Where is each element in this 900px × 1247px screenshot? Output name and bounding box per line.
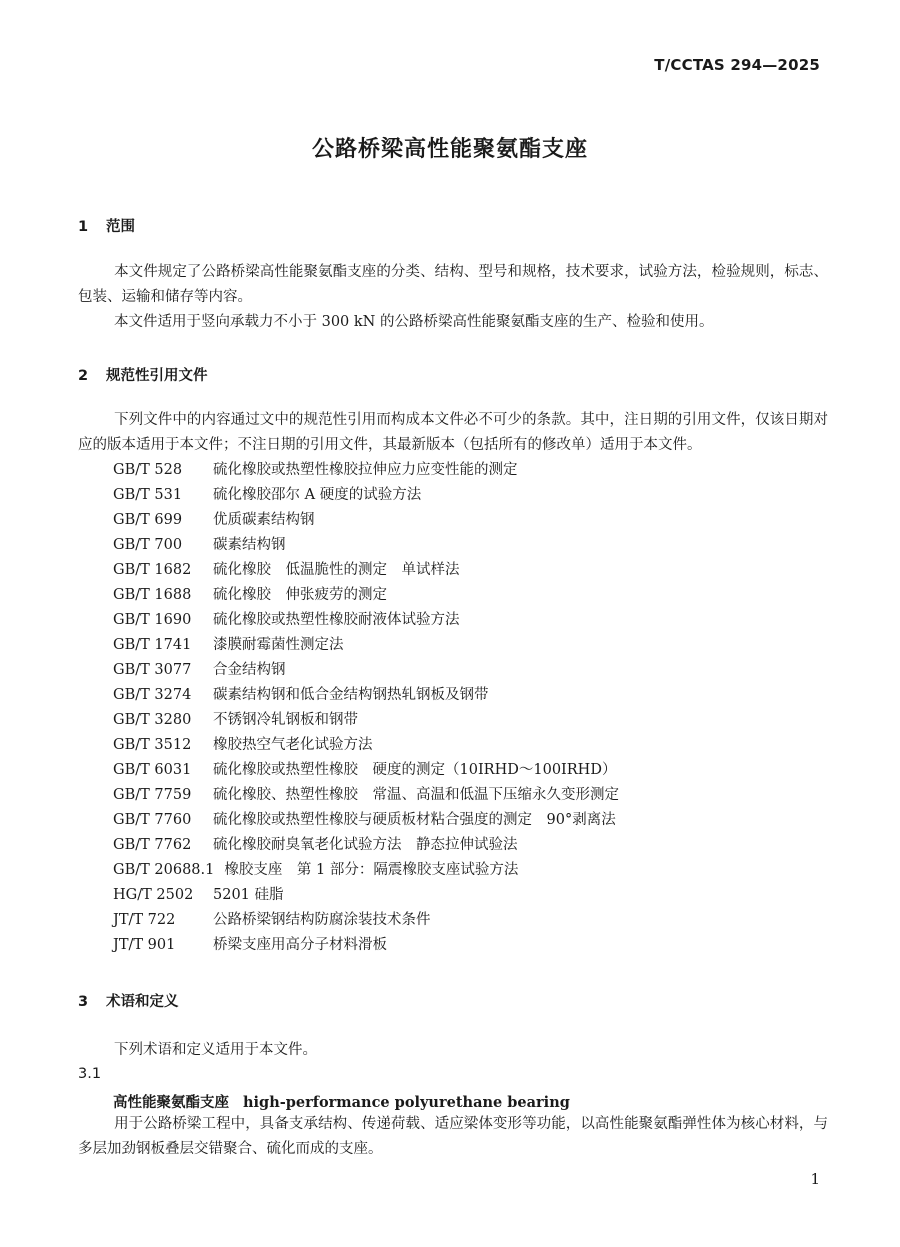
reference-item — [113, 733, 833, 758]
reference-code: GB/T 1682 — [113, 562, 192, 578]
reference-item — [113, 858, 833, 883]
reference-item — [113, 633, 833, 658]
reference-title: 橡胶支座 第 1 部分：隔震橡胶支座试验方法 — [224, 862, 519, 878]
section-number: 3 — [78, 994, 89, 1010]
reference-code: GB/T 700 — [113, 537, 183, 553]
section-title: 规范性引用文件 — [106, 368, 208, 384]
section-3-intro — [78, 1038, 828, 1063]
section-title: 术语和定义 — [106, 994, 179, 1010]
section-title: 范围 — [106, 219, 135, 235]
reference-item — [113, 783, 833, 808]
reference-code: HG/T 2502 — [113, 887, 194, 903]
reference-title: 碳素结构钢 — [213, 537, 286, 553]
reference-item — [113, 658, 833, 683]
term-english: high-performance polyurethane bearing — [243, 1094, 570, 1111]
reference-code: GB/T 531 — [113, 487, 183, 503]
section-2-intro — [78, 408, 828, 458]
reference-title: 硫化橡胶或热塑性橡胶拉伸应力应变性能的测定 — [213, 462, 518, 478]
paragraph-text: 下列术语和定义适用于本文件。 — [114, 1042, 317, 1058]
reference-title: 硫化橡胶、热塑性橡胶 常温、高温和低温下压缩永久变形测定 — [213, 787, 619, 803]
reference-title: 公路桥梁钢结构防腐涂装技术条件 — [213, 912, 431, 928]
reference-item — [113, 808, 833, 833]
paragraph-text: 本文件规定了公路桥梁高性能聚氨酯支座的分类、结构、型号和规格，技术要求，试验方法，检验规则，标志、包装、运输和储存等内容。 — [78, 264, 828, 305]
reference-code: GB/T 528 — [113, 462, 183, 478]
reference-code: GB/T 1690 — [113, 612, 192, 628]
reference-title: 橡胶热空气老化试验方法 — [213, 737, 373, 753]
term-definition — [78, 1112, 828, 1162]
reference-title: 硫化橡胶或热塑性橡胶与硬质板材粘合强度的测定 90°剥离法 — [213, 812, 616, 828]
reference-code: GB/T 7762 — [113, 837, 192, 853]
reference-item — [113, 533, 833, 558]
reference-title: 碳素结构钢和低合金结构钢热轧钢板及钢带 — [213, 687, 489, 703]
reference-code: GB/T 699 — [113, 512, 183, 528]
reference-item — [113, 833, 833, 858]
reference-item — [113, 508, 833, 533]
section-1-paragraph-1 — [78, 260, 828, 310]
section-2-heading — [78, 364, 208, 385]
reference-title: 合金结构钢 — [213, 662, 286, 678]
reference-item — [113, 708, 833, 733]
reference-code: GB/T 6031 — [113, 762, 192, 778]
reference-code: GB/T 7759 — [113, 787, 192, 803]
reference-item — [113, 558, 833, 583]
reference-code: JT/T 722 — [113, 912, 176, 928]
reference-code: GB/T 7760 — [113, 812, 192, 828]
paragraph-text: 下列文件中的内容通过文中的规范性引用而构成本文件必不可少的条款。其中，注日期的引用文件，仅该日期对应的版本适用于本文件；不注日期的引用文件，其最新版本（包括所有的修改单）适用于本文件。 — [78, 412, 828, 453]
paragraph-text: 用于公路桥梁工程中，具备支承结构、传递荷载、适应梁体变形等功能，以高性能聚氨酯弹性体为核心材料，与多层加劲钢板叠层交错聚合、硫化而成的支座。 — [78, 1116, 828, 1157]
document-id: T/CCTAS 294—2025 — [654, 56, 820, 74]
reference-item — [113, 883, 833, 908]
reference-item — [113, 483, 833, 508]
page-number: 1 — [810, 1170, 820, 1188]
reference-item — [113, 758, 833, 783]
reference-title: 硫化橡胶邵尔 A 硬度的试验方法 — [213, 487, 422, 503]
reference-title: 硫化橡胶或热塑性橡胶耐液体试验方法 — [213, 612, 460, 628]
reference-title: 硫化橡胶耐臭氧老化试验方法 静态拉伸试验法 — [213, 837, 518, 853]
reference-code: GB/T 3274 — [113, 687, 192, 703]
term-chinese: 高性能聚氨酯支座 — [113, 1095, 229, 1111]
reference-item — [113, 583, 833, 608]
reference-title: 优质碳素结构钢 — [213, 512, 315, 528]
section-3-heading — [78, 990, 179, 1011]
reference-item — [113, 683, 833, 708]
reference-title: 5201 硅脂 — [213, 887, 284, 903]
reference-title: 不锈钢冷轧钢板和钢带 — [213, 712, 358, 728]
reference-code: GB/T 20688.1 — [113, 862, 215, 878]
reference-item — [113, 908, 833, 933]
section-1-paragraph-2 — [78, 310, 828, 335]
reference-code: GB/T 1688 — [113, 587, 192, 603]
term-number: 3.1 — [78, 1066, 102, 1082]
reference-code: GB/T 1741 — [113, 637, 192, 653]
reference-code: GB/T 3077 — [113, 662, 192, 678]
reference-code: JT/T 901 — [113, 937, 176, 953]
paragraph-text: 本文件适用于竖向承载力不小于 300 kN 的公路桥梁高性能聚氨酯支座的生产、检验和使用。 — [114, 314, 714, 330]
reference-item — [113, 458, 833, 483]
section-number: 2 — [78, 368, 89, 384]
section-number: 1 — [78, 219, 89, 235]
section-1-heading — [78, 215, 135, 236]
document-title: 公路桥梁高性能聚氨酯支座 — [311, 137, 588, 162]
reference-title: 硫化橡胶 低温脆性的测定 单试样法 — [213, 562, 460, 578]
reference-item — [113, 608, 833, 633]
reference-item — [113, 933, 833, 958]
reference-title: 硫化橡胶或热塑性橡胶 硬度的测定（10IRHD～100IRHD） — [213, 762, 617, 778]
reference-code: GB/T 3512 — [113, 737, 192, 753]
reference-title: 硫化橡胶 伸张疲劳的测定 — [213, 587, 387, 603]
term-heading — [113, 1091, 570, 1112]
reference-code: GB/T 3280 — [113, 712, 192, 728]
reference-title: 漆膜耐霉菌性测定法 — [213, 637, 344, 653]
reference-title: 桥梁支座用高分子材料滑板 — [213, 937, 387, 953]
normative-references-list — [113, 458, 833, 958]
